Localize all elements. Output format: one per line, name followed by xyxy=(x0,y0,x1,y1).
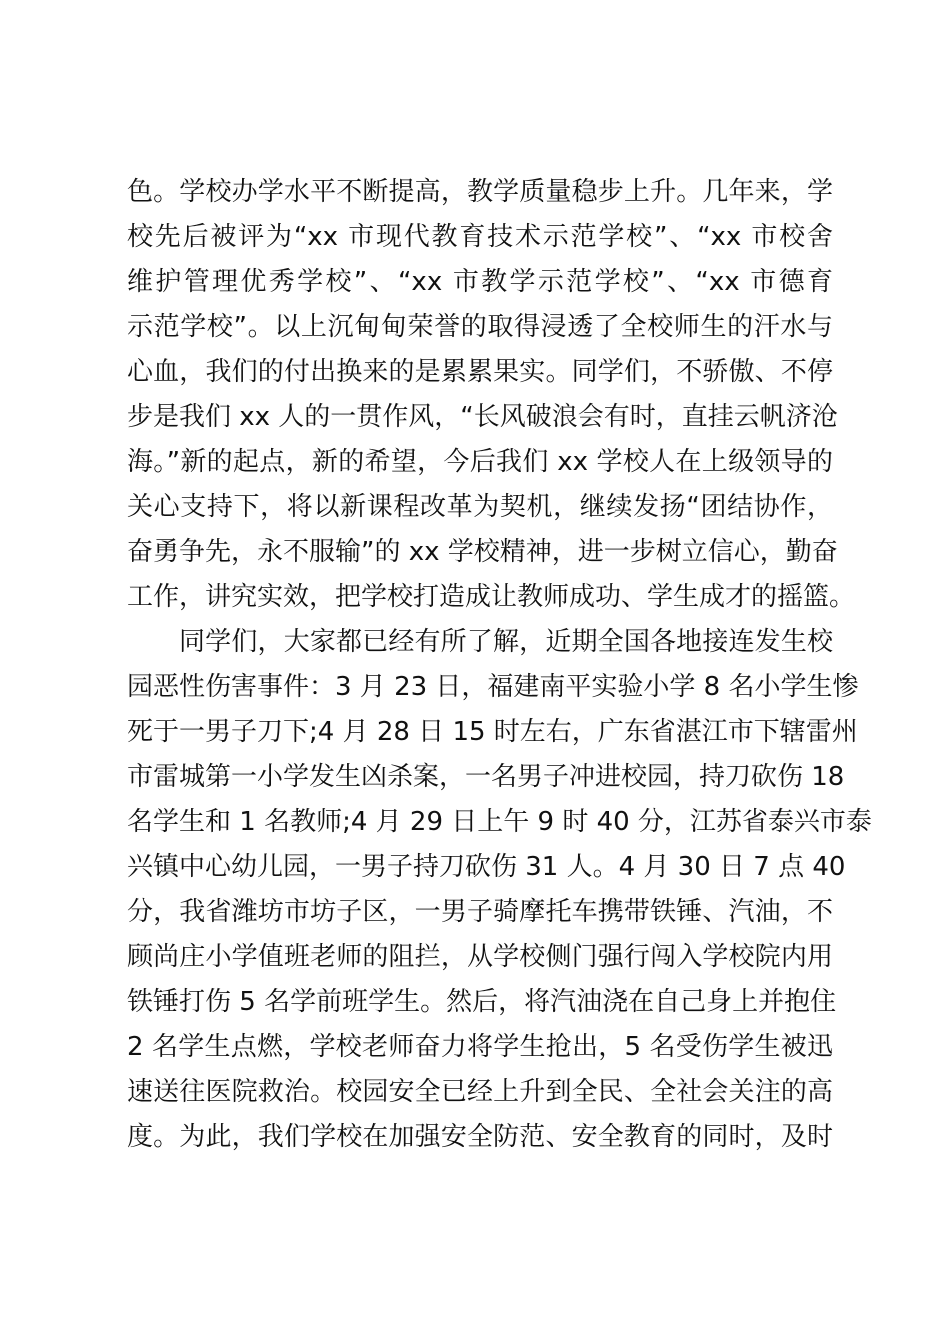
text-line: 工作，讲究实效，把学校打造成让教师成功、学生成才的摇篮。 xyxy=(127,582,856,612)
text-line: 顾尚庄小学值班老师的阻拦，从学校侧门强行闯入学校院内用 xyxy=(127,942,833,972)
text-line: 铁锤打伤 5 名学前班学生。然后，将汽油浇在自己身上并抱住 xyxy=(127,987,837,1017)
text-line: 色。学校办学水平不断提高，教学质量稳步上升。几年来，学 xyxy=(127,177,833,207)
text-line: 名学生和 1 名教师;4 月 29 日上午 9 时 40 分，江苏省泰兴市泰 xyxy=(127,807,872,837)
paragraph-2 xyxy=(127,620,872,1160)
text-line: 步是我们 xx 人的一贯作风，“长风破浪会有时，直挂云帆济沧 xyxy=(127,402,838,432)
text-line: 示范学校”。以上沉甸甸荣誉的取得浸透了全校师生的汗水与 xyxy=(127,312,833,342)
body-text xyxy=(127,170,872,1160)
text-line: 速送往医院救治。校园安全已经上升到全民、全社会关注的高 xyxy=(127,1077,833,1107)
text-line: 兴镇中心幼儿园，一男子持刀砍伤 31 人。4 月 30 日 7 点 40 xyxy=(127,852,846,882)
text-line: 心血，我们的付出换来的是累累果实。同学们，不骄傲、不停 xyxy=(127,357,833,387)
text-line: 市雷城第一小学发生凶杀案，一名男子冲进校园，持刀砍伤 18 xyxy=(127,762,845,792)
text-line: 奋勇争先，永不服输”的 xx 学校精神，进一步树立信心，勤奋 xyxy=(127,537,838,567)
text-line: 度。为此，我们学校在加强安全防范、安全教育的同时，及时 xyxy=(127,1122,833,1152)
paragraph-1 xyxy=(127,170,856,620)
text-line: 分，我省潍坊市坊子区，一男子骑摩托车携带铁锤、汽油，不 xyxy=(127,897,833,927)
text-line: 死于一男子刀下;4 月 28 日 15 时左右，广东省湛江市下辖雷州 xyxy=(127,717,858,747)
text-line: 关心支持下，将以新课程改革为契机，继续发扬“团结协作， xyxy=(127,492,833,522)
text-line: 海。”新的起点，新的希望，今后我们 xx 学校人在上级领导的 xyxy=(127,447,833,477)
text-line: 维护管理优秀学校”、“xx 市教学示范学校”、“xx 市德育 xyxy=(127,267,833,297)
text-line: 同学们，大家都已经有所了解，近期全国各地接连发生校 xyxy=(179,627,833,657)
text-line: 2 名学生点燃，学校老师奋力将学生抢出，5 名受伤学生被迅 xyxy=(127,1032,833,1062)
text-line: 园恶性伤害事件：3 月 23 日，福建南平实验小学 8 名小学生惨 xyxy=(127,672,859,702)
text-line: 校先后被评为“xx 市现代教育技术示范学校”、“xx 市校舍 xyxy=(127,222,833,252)
